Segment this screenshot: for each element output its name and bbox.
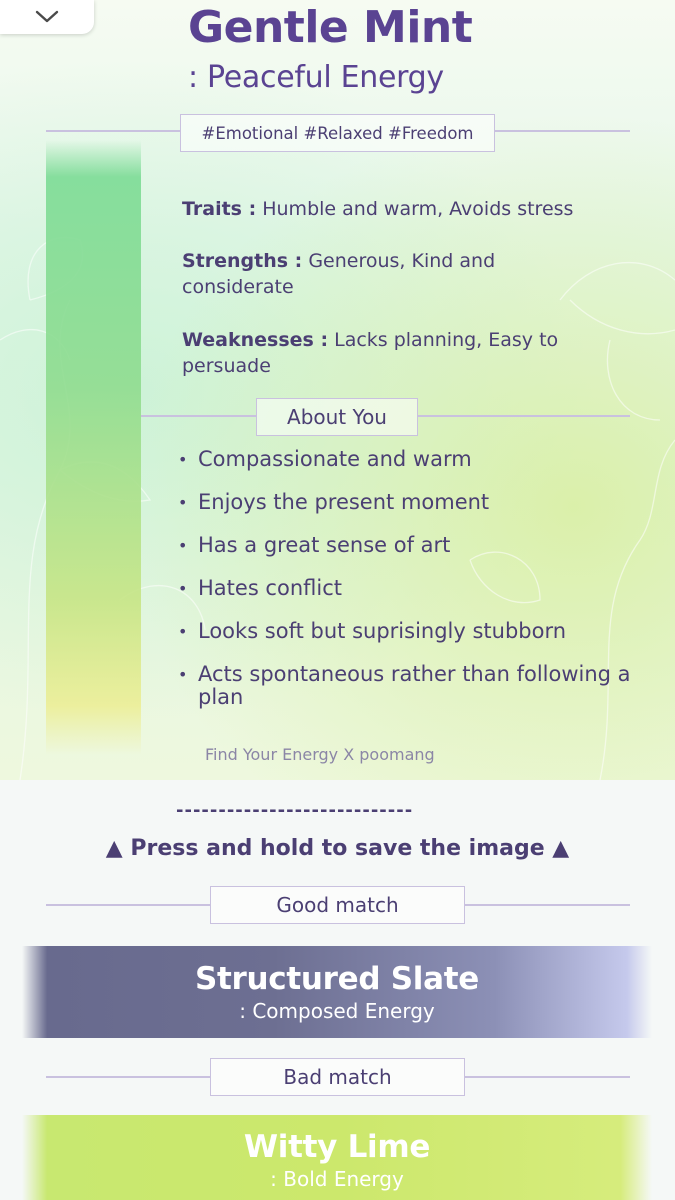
divider-line — [418, 415, 630, 417]
trait-label: Strengths : — [182, 250, 303, 272]
list-item-text: Compassionate and warm — [198, 447, 472, 471]
trait-row-strengths — [182, 248, 612, 300]
bad-match-card[interactable] — [22, 1115, 652, 1200]
divider-line — [465, 1076, 630, 1078]
color-energy-bar — [46, 140, 141, 755]
trait-row-traits — [182, 196, 612, 222]
good-match-heading: Good match — [210, 886, 465, 924]
result-title: Gentle Mint — [188, 2, 473, 53]
list-item — [178, 577, 648, 600]
list-item-text: Has a great sense of art — [198, 533, 451, 557]
list-item — [178, 534, 648, 557]
bullet-icon: • — [178, 665, 188, 684]
bad-match-heading: Bad match — [210, 1058, 465, 1096]
bullet-icon: • — [178, 450, 188, 469]
trait-value: Lacks planning, Easy to persuade — [182, 329, 559, 377]
about-you-heading: About You — [256, 398, 418, 436]
separator-dashes: ---------------------------- — [176, 800, 414, 821]
divider-line — [46, 904, 210, 906]
list-item — [178, 448, 648, 471]
good-match-card[interactable] — [22, 946, 652, 1038]
divider-line — [495, 130, 630, 132]
trait-value: Generous, Kind and considerate — [182, 250, 496, 298]
trait-label: Weaknesses : — [182, 329, 329, 351]
list-item — [178, 620, 648, 643]
list-item-text: Hates conflict — [198, 576, 342, 600]
credit-text: Find Your Energy X poomang — [205, 745, 435, 764]
divider-line — [141, 415, 256, 417]
about-you-list — [178, 448, 648, 729]
save-image-hint: ▲ Press and hold to save the image ▲ — [105, 836, 570, 861]
divider-line — [465, 904, 630, 906]
list-item — [178, 663, 648, 709]
bullet-icon: • — [178, 493, 188, 512]
hashtag-box: #Emotional #Relaxed #Freedom — [180, 114, 495, 152]
trait-row-weaknesses — [182, 327, 612, 379]
good-match-title: Structured Slate — [195, 961, 479, 997]
result-subtitle: : Peaceful Energy — [188, 60, 444, 95]
divider-line — [46, 1076, 210, 1078]
collapse-button[interactable] — [0, 0, 94, 34]
list-item-text: Acts spontaneous rather than following a plan — [198, 662, 631, 709]
chevron-down-icon — [34, 9, 60, 25]
bullet-icon: • — [178, 536, 188, 555]
good-match-subtitle: : Composed Energy — [239, 999, 435, 1023]
bad-match-subtitle: : Bold Energy — [270, 1167, 404, 1191]
list-item-text: Enjoys the present moment — [198, 490, 490, 514]
bad-match-title: Witty Lime — [243, 1129, 431, 1165]
divider-line — [46, 130, 180, 132]
bullet-icon: • — [178, 622, 188, 641]
bullet-icon: • — [178, 579, 188, 598]
list-item-text: Looks soft but suprisingly stubborn — [198, 619, 567, 643]
trait-label: Traits : — [182, 198, 257, 220]
trait-value: Humble and warm, Avoids stress — [256, 198, 574, 220]
list-item — [178, 491, 648, 514]
